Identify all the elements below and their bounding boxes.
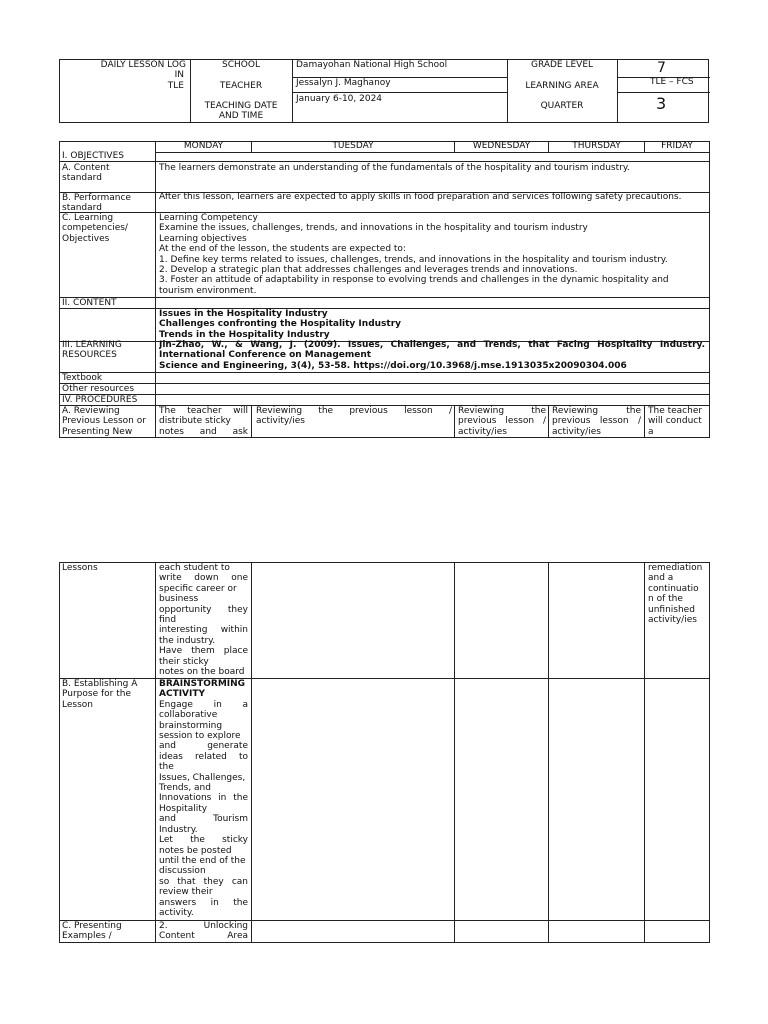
teacher-value: Jessalyn J. Maghanoy — [296, 78, 391, 88]
learning-competencies-label: C. Learning competencies/ Objectives — [62, 213, 128, 244]
quarter-value: 3 — [656, 94, 667, 113]
reviewing-label-continued: Lessons — [62, 563, 98, 573]
school-label: SCHOOL — [222, 60, 260, 70]
reviewing-monday-continued: each student to write down one specific career or business opportunity they find interesting within the industry. Have them place their sticky notes on the board — [159, 563, 248, 678]
quarter-label: QUARTER — [540, 101, 584, 111]
learning-resources-label: III. LEARNING RESOURCES — [62, 340, 122, 361]
reviewing-friday-continued: remediation and a continuatio n of the unfinished activity/ies — [648, 563, 703, 626]
performance-standard-label: B. Performance standard — [62, 193, 131, 214]
grade-level-value: 7 — [657, 60, 666, 76]
day-header-tuesday: TUESDAY — [332, 141, 374, 151]
procedures-heading: IV. PROCEDURES — [62, 395, 138, 405]
objectives-heading: I. OBJECTIVES — [62, 151, 124, 161]
teaching-date-value: January 6-10, 2024 — [296, 94, 383, 104]
day-header-friday: FRIDAY — [661, 141, 693, 151]
school-value: Damayohan National High School — [296, 60, 448, 70]
resources-citation: Jin-Zhao, W., & Wang, J. (2009). Issues, Challenges, and Trends, that Facing Hospitality Industry. International Conference on Management Science and Engineering, 3(4), 53-58. https://doi.org/10.3968/j.mse.1913035x20090304.006 — [159, 340, 705, 371]
reviewing-label: A. Reviewing Previous Lesson or Presenting New — [62, 406, 146, 437]
performance-standard-text: After this lesson, learners are expected to apply skills in food preparation and services following safety precautions. — [159, 192, 682, 202]
establishing-purpose-monday: BRAINSTORMING ACTIVITY Engage in a collaborative brainstorming session to explore and generate ideas related to the Issues, Challenges, Trends, and Innovations in the Hospitality and Tourism Industry. Let the sticky notes be posted until the end of the discussion so that they can review their answers in the activity. — [159, 679, 248, 918]
reviewing-monday: The teacher will distribute sticky notes and ask — [159, 406, 248, 437]
day-header-monday: MONDAY — [183, 141, 224, 151]
learning-area-value: TLE – FCS — [650, 77, 694, 87]
content-standard-label: A. Content standard — [62, 163, 110, 184]
learning-competencies-text: Learning Competency Examine the issues, challenges, trends, and innovations in the hospitality and tourism industry Learning objectives At the end of the lesson, the students are expected to: 1. Define key terms related to issues, challenges, trends, and innovations in the hospitality and tourism industry. 2. Develop a strategic plan that addresses challenges and leverages trends and innovations. 3. Foster an attitude of adaptability in response to evolving trends and challenges in the dynamic hospitality and tourism environment. — [159, 213, 669, 296]
reviewing-friday: The teacher will conduct a — [648, 406, 703, 437]
content-standard-text: The learners demonstrate an understanding of the fundamentals of the hospitality and tourism industry. — [159, 163, 630, 173]
reviewing-tuesday: Reviewing the previous lesson / activity/ies — [256, 406, 452, 427]
establishing-purpose-label: B. Establishing A Purpose for the Lesson — [62, 679, 138, 710]
day-header-wednesday: WEDNESDAY — [472, 141, 531, 151]
presenting-examples-label: C. Presenting Examples / — [62, 921, 122, 942]
content-heading: II. CONTENT — [62, 298, 117, 308]
textbook-label: Textbook — [62, 373, 103, 383]
teacher-label: TEACHER — [219, 81, 263, 91]
grade-level-label: GRADE LEVEL — [530, 60, 594, 70]
day-header-thursday: THURSDAY — [572, 141, 621, 151]
reviewing-thursday: Reviewing the previous lesson / activity/ies — [552, 406, 641, 437]
dll-title: DAILY LESSON LOG IN TLE — [100, 60, 186, 91]
reviewing-wednesday: Reviewing the previous lesson / activity/ies — [458, 406, 546, 437]
learning-area-label: LEARNING AREA — [525, 81, 599, 91]
other-resources-label: Other resources — [62, 384, 135, 394]
content-topics: Issues in the Hospitality Industry Challenges confronting the Hospitality Industry Trends in the Hospitality Industry — [159, 309, 402, 340]
presenting-examples-monday: 2. Unlocking Content Area — [159, 921, 248, 942]
teaching-date-label: TEACHING DATE AND TIME — [204, 101, 278, 122]
